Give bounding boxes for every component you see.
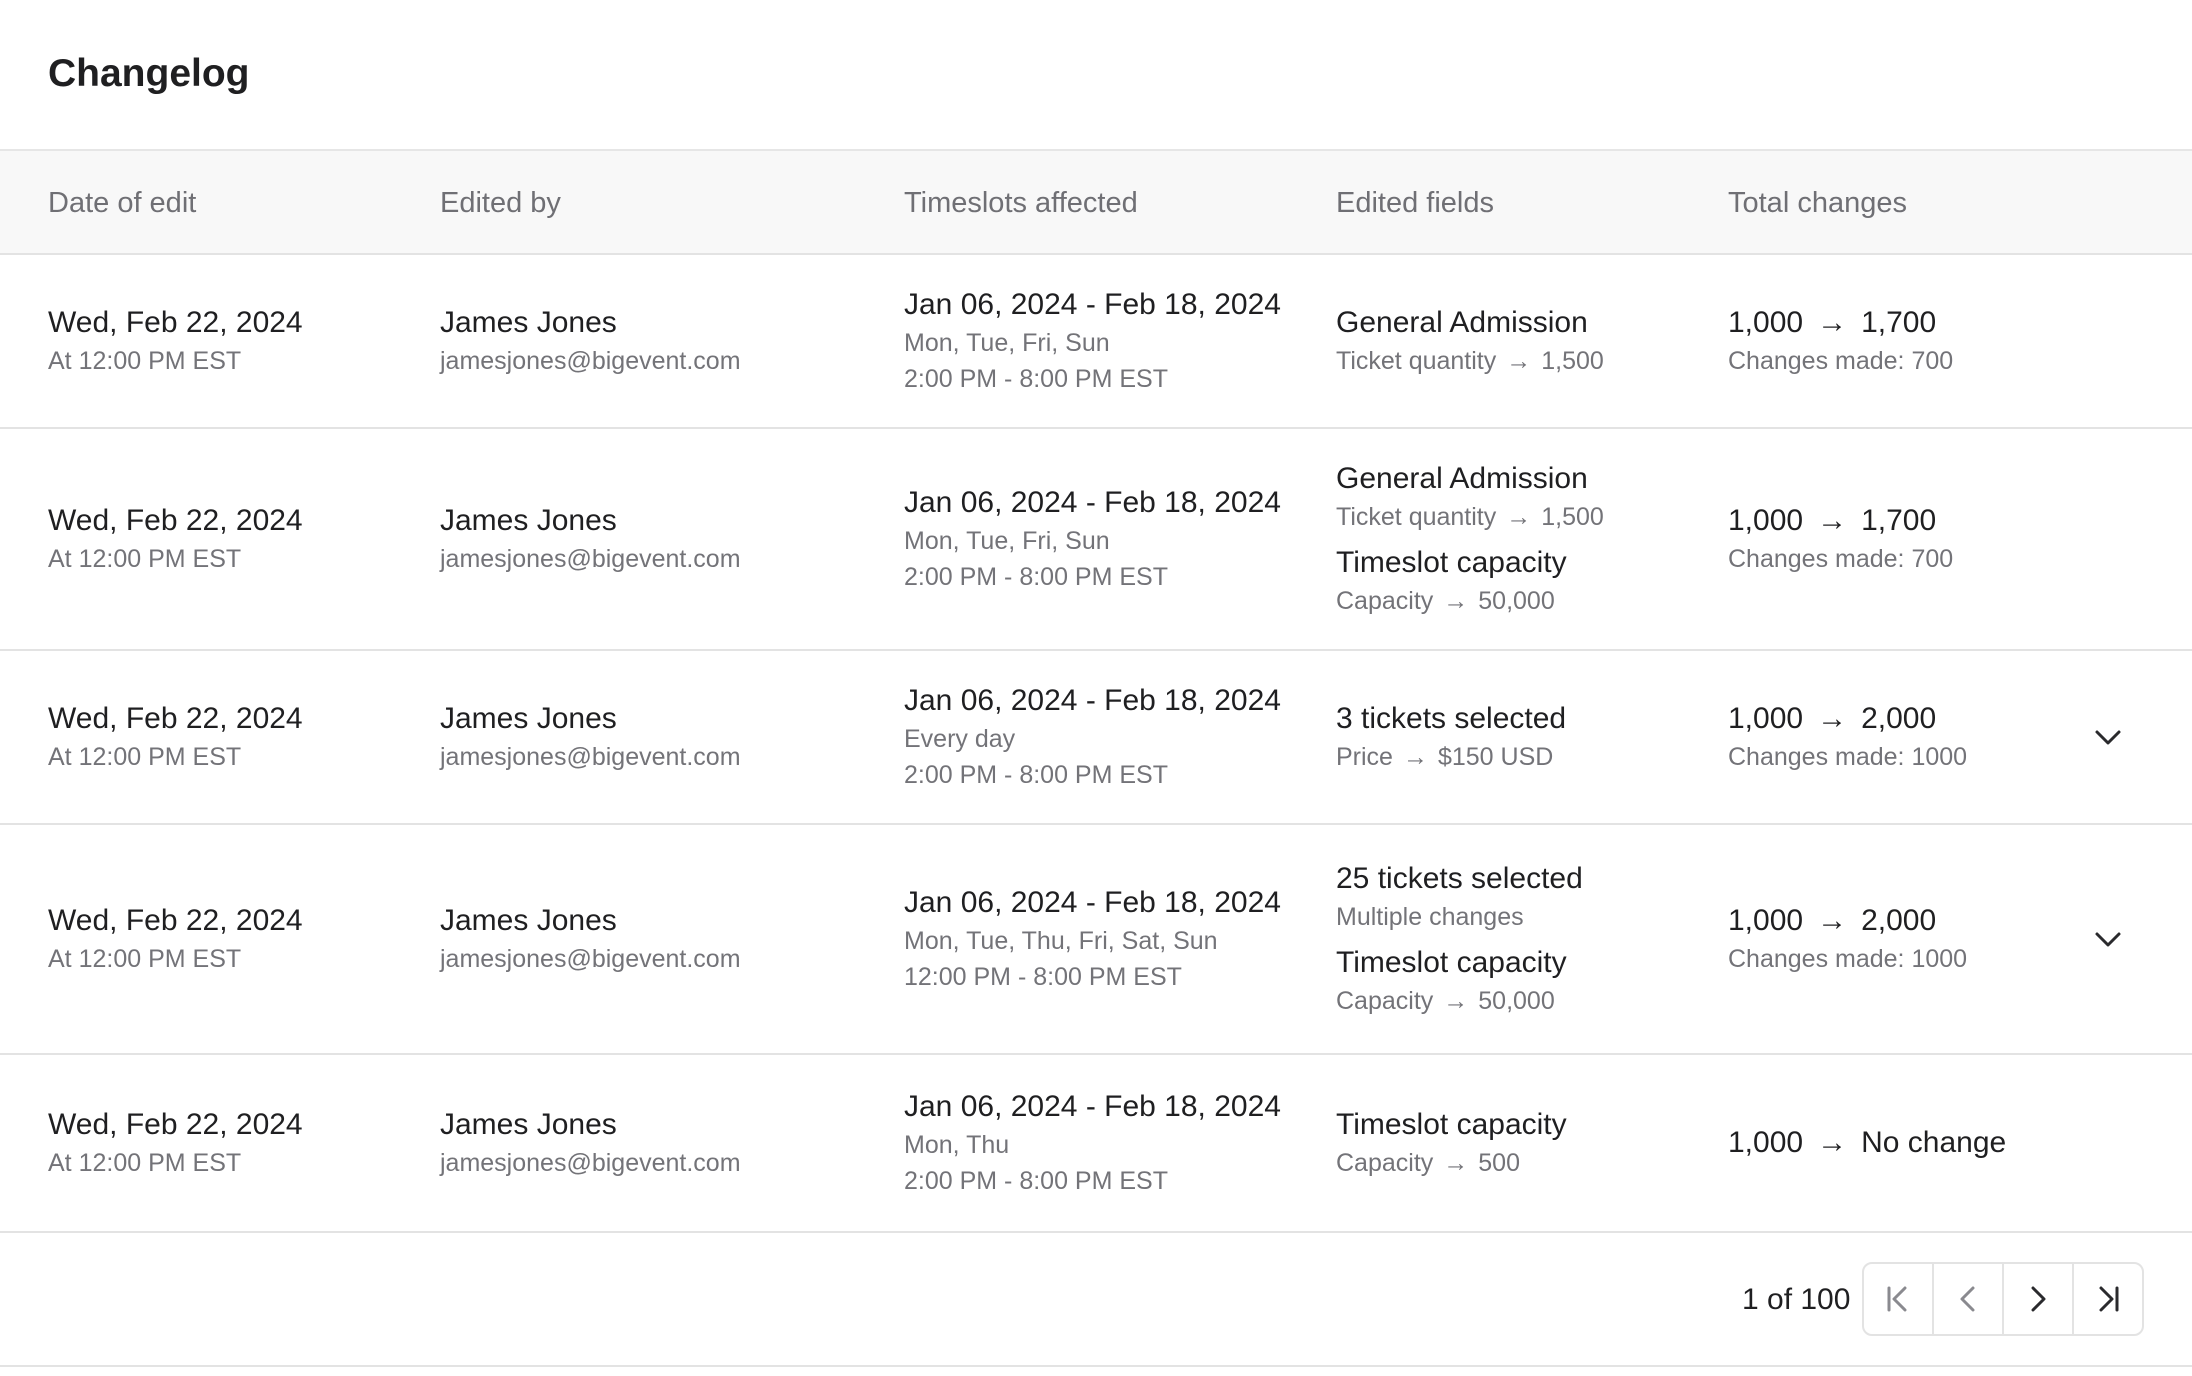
edit-time: At 12:00 PM EST <box>48 545 242 573</box>
total-cell <box>1728 1055 2006 1231</box>
timeslots-cell <box>904 825 1281 1053</box>
page-title: Changelog <box>48 52 250 95</box>
table-row <box>0 1055 2192 1233</box>
changes-label: Changes made: <box>1728 347 1905 375</box>
total-to: 1,700 <box>1861 504 1937 537</box>
edited-field <box>1336 543 1604 619</box>
total-from: 1,000 <box>1728 702 1804 735</box>
editor-name: James Jones <box>440 1108 617 1141</box>
timeslot-days: Mon, Tue, Thu, Fri, Sat, Sun <box>904 927 1218 955</box>
column-header-date: Date of edit <box>48 187 197 219</box>
last-page-button[interactable] <box>2074 1264 2142 1334</box>
date-cell <box>48 1055 303 1231</box>
editor-cell <box>440 429 741 649</box>
page-indicator: 1 of 100 <box>1742 1283 1851 1316</box>
edited-field <box>1336 303 1604 379</box>
previous-page-icon <box>1951 1282 1985 1316</box>
total-from: 1,000 <box>1728 904 1804 937</box>
edit-date: Wed, Feb 22, 2024 <box>48 1108 303 1141</box>
changes-label: Changes made: <box>1728 743 1905 771</box>
timeslot-days: Mon, Thu <box>904 1131 1010 1159</box>
field-title: 25 tickets selected <box>1336 862 1583 895</box>
total-to: No change <box>1861 1126 2007 1159</box>
total-cell <box>1728 429 1953 649</box>
arrow-icon: → <box>1817 904 1848 937</box>
changes-value: 700 <box>1911 347 1954 375</box>
total-cell <box>1728 825 1967 1053</box>
arrow-icon: → <box>1443 587 1469 615</box>
field-change <box>1336 343 1604 379</box>
expand-row-button[interactable] <box>2088 919 2128 959</box>
edited-field <box>1336 859 1583 935</box>
total-to: 2,000 <box>1861 702 1937 735</box>
timeslot-days: Every day <box>904 725 1016 753</box>
arrow-icon: → <box>1443 987 1469 1015</box>
field-change <box>1336 983 1583 1019</box>
editor-cell <box>440 1055 741 1231</box>
timeslot-days: Mon, Tue, Fri, Sun <box>904 329 1110 357</box>
field-label: Ticket quantity <box>1336 347 1497 375</box>
total-cell <box>1728 651 1967 823</box>
changes-value: 700 <box>1911 545 1954 573</box>
edit-date: Wed, Feb 22, 2024 <box>48 306 303 339</box>
editor-cell <box>440 825 741 1053</box>
table-row <box>0 429 2192 651</box>
editor-email: jamesjones@bigevent.com <box>440 545 741 573</box>
field-change <box>1336 583 1604 619</box>
timeslot-range: Jan 06, 2024 - Feb 18, 2024 <box>904 1090 1281 1123</box>
fields-cell <box>1336 429 1604 649</box>
total-change <box>1728 1123 2006 1163</box>
field-label: Ticket quantity <box>1336 503 1497 531</box>
previous-page-button[interactable] <box>1934 1264 2004 1334</box>
column-header-total: Total changes <box>1728 187 1907 219</box>
fields-cell <box>1336 651 1566 823</box>
field-change <box>1336 739 1566 775</box>
page-header <box>0 0 2192 151</box>
changes-value: 1000 <box>1911 945 1968 973</box>
arrow-icon: → <box>1817 702 1848 735</box>
expand-row-button[interactable] <box>2088 717 2128 757</box>
editor-email: jamesjones@bigevent.com <box>440 945 741 973</box>
arrow-icon: → <box>1443 1149 1469 1177</box>
total-to: 1,700 <box>1861 306 1937 339</box>
timeslot-hours: 2:00 PM - 8:00 PM EST <box>904 365 1168 393</box>
column-header-editor: Edited by <box>440 187 561 219</box>
timeslots-cell <box>904 1055 1281 1231</box>
field-value: 1,500 <box>1541 503 1604 531</box>
changes-value: 1000 <box>1911 743 1968 771</box>
edit-time: At 12:00 PM EST <box>48 945 242 973</box>
edit-date: Wed, Feb 22, 2024 <box>48 504 303 537</box>
total-cell <box>1728 255 1953 427</box>
field-label: Price <box>1336 743 1393 771</box>
total-from: 1,000 <box>1728 504 1804 537</box>
total-change <box>1728 699 1967 739</box>
pagination-controls <box>1862 1262 2144 1336</box>
editor-email: jamesjones@bigevent.com <box>440 347 741 375</box>
table-body <box>0 255 2192 1233</box>
date-cell <box>48 429 303 649</box>
changes-made <box>1728 541 1953 577</box>
edit-time: At 12:00 PM EST <box>48 1149 242 1177</box>
field-value: 1,500 <box>1541 347 1604 375</box>
editor-cell <box>440 651 741 823</box>
timeslot-range: Jan 06, 2024 - Feb 18, 2024 <box>904 886 1281 919</box>
chevron-down-icon <box>2092 721 2124 753</box>
field-value: 50,000 <box>1478 587 1555 615</box>
timeslots-cell <box>904 255 1281 427</box>
field-title: General Admission <box>1336 306 1588 339</box>
total-from: 1,000 <box>1728 306 1804 339</box>
arrow-icon: → <box>1817 1126 1848 1159</box>
edited-field <box>1336 699 1566 775</box>
field-title: Timeslot capacity <box>1336 1108 1567 1141</box>
total-change <box>1728 303 1953 343</box>
changes-label: Changes made: <box>1728 545 1905 573</box>
timeslot-hours: 2:00 PM - 8:00 PM EST <box>904 563 1168 591</box>
timeslot-hours: 12:00 PM - 8:00 PM EST <box>904 963 1182 991</box>
field-title: 3 tickets selected <box>1336 702 1567 735</box>
field-value: 50,000 <box>1478 987 1555 1015</box>
timeslots-cell <box>904 429 1281 649</box>
last-page-icon <box>2091 1282 2125 1316</box>
pagination-footer <box>0 1233 2192 1367</box>
field-change <box>1336 899 1583 935</box>
date-cell <box>48 651 303 823</box>
editor-email: jamesjones@bigevent.com <box>440 1149 741 1177</box>
timeslot-hours: 2:00 PM - 8:00 PM EST <box>904 1167 1168 1195</box>
field-title: Timeslot capacity <box>1336 946 1567 979</box>
arrow-icon: → <box>1402 743 1428 771</box>
edit-date: Wed, Feb 22, 2024 <box>48 702 303 735</box>
changes-made <box>1728 739 1967 775</box>
timeslot-range: Jan 06, 2024 - Feb 18, 2024 <box>904 486 1281 519</box>
edit-time: At 12:00 PM EST <box>48 743 242 771</box>
editor-email: jamesjones@bigevent.com <box>440 743 741 771</box>
edit-date: Wed, Feb 22, 2024 <box>48 904 303 937</box>
arrow-icon: → <box>1817 504 1848 537</box>
field-label: Capacity <box>1336 587 1434 615</box>
table-row[interactable] <box>0 651 2192 825</box>
field-change <box>1336 499 1604 535</box>
edited-field <box>1336 943 1583 1019</box>
arrow-icon: → <box>1817 306 1848 339</box>
fields-cell <box>1336 825 1583 1053</box>
field-label: Capacity <box>1336 987 1434 1015</box>
timeslot-hours: 2:00 PM - 8:00 PM EST <box>904 761 1168 789</box>
edited-field <box>1336 459 1604 535</box>
editor-name: James Jones <box>440 306 617 339</box>
next-page-icon <box>2021 1282 2055 1316</box>
date-cell <box>48 825 303 1053</box>
edited-field <box>1336 1105 1567 1181</box>
changes-made <box>1728 343 1953 379</box>
column-header-fields: Edited fields <box>1336 187 1494 219</box>
timeslots-cell <box>904 651 1281 823</box>
timeslot-days: Mon, Tue, Fri, Sun <box>904 527 1110 555</box>
field-title: Timeslot capacity <box>1336 546 1567 579</box>
first-page-button[interactable] <box>1864 1264 1934 1334</box>
timeslot-range: Jan 06, 2024 - Feb 18, 2024 <box>904 288 1281 321</box>
timeslot-range: Jan 06, 2024 - Feb 18, 2024 <box>904 684 1281 717</box>
field-title: General Admission <box>1336 462 1588 495</box>
field-value: 500 <box>1478 1149 1520 1177</box>
editor-name: James Jones <box>440 904 617 937</box>
edit-time: At 12:00 PM EST <box>48 347 242 375</box>
table-header <box>0 151 2192 255</box>
date-cell <box>48 255 303 427</box>
arrow-icon: → <box>1506 347 1532 375</box>
fields-cell <box>1336 1055 1567 1231</box>
first-page-icon <box>1881 1282 1915 1316</box>
field-label: Capacity <box>1336 1149 1434 1177</box>
table-row[interactable] <box>0 825 2192 1055</box>
total-from: 1,000 <box>1728 1126 1804 1159</box>
total-to: 2,000 <box>1861 904 1937 937</box>
arrow-icon: → <box>1506 503 1532 531</box>
chevron-down-icon <box>2092 923 2124 955</box>
fields-cell <box>1336 255 1604 427</box>
changes-label: Changes made: <box>1728 945 1905 973</box>
editor-name: James Jones <box>440 504 617 537</box>
editor-cell <box>440 255 741 427</box>
changes-made <box>1728 941 1967 977</box>
total-change <box>1728 501 1953 541</box>
table-row <box>0 255 2192 429</box>
field-change <box>1336 1145 1567 1181</box>
column-header-timeslots: Timeslots affected <box>904 187 1138 219</box>
editor-name: James Jones <box>440 702 617 735</box>
field-label: Multiple changes <box>1336 903 1524 931</box>
field-value: $150 USD <box>1437 743 1554 771</box>
next-page-button[interactable] <box>2004 1264 2074 1334</box>
total-change <box>1728 901 1967 941</box>
